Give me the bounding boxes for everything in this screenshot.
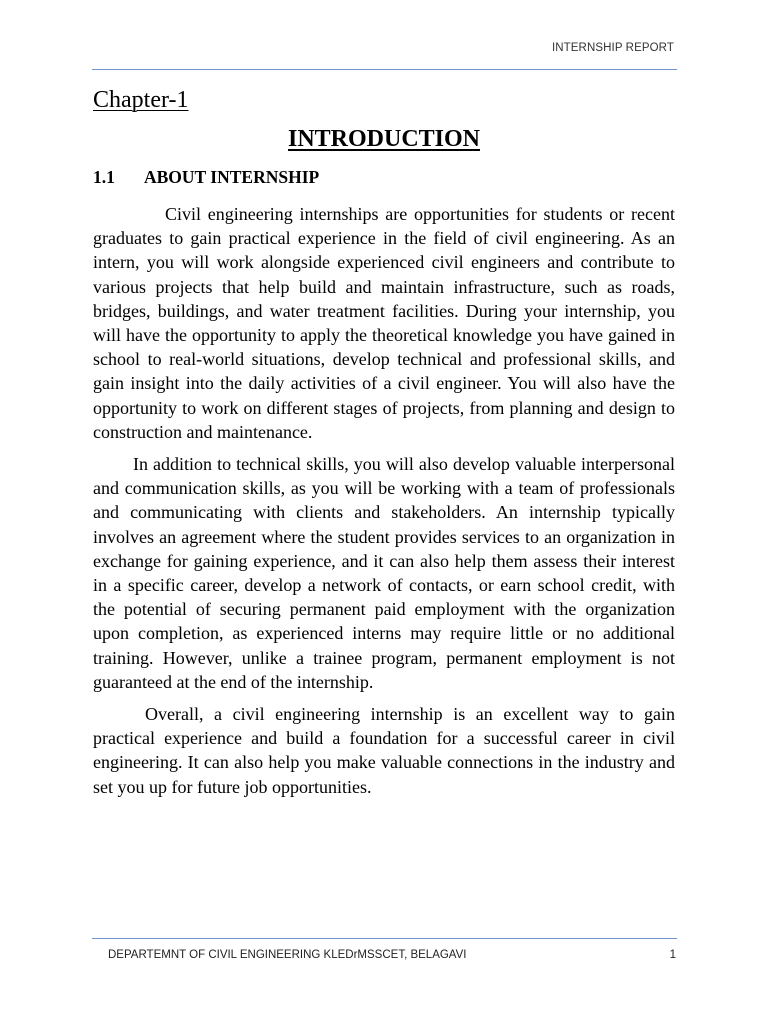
section-heading xyxy=(93,167,319,188)
footer-department: DEPARTEMNT OF CIVIL ENGINEERING KLEDrMSSCET, BELAGAVI xyxy=(108,949,467,961)
footer-divider xyxy=(92,938,677,939)
chapter-title xyxy=(0,126,768,153)
section-number: 1.1 xyxy=(93,167,115,187)
header-divider xyxy=(92,69,677,70)
section-title: ABOUT INTERNSHIP xyxy=(144,167,320,187)
body-text xyxy=(93,202,675,807)
paragraph-3: Overall, a civil engineering internship is an excellent way to gain practical experience and build a foundation for a successful career in civil engineering. It can also help you make valuable connections in the industry and set you up for future job opportunities. xyxy=(93,704,675,797)
running-header: INTERNSHIP REPORT xyxy=(551,42,674,54)
chapter-title-text: INTRODUCTION xyxy=(287,126,481,152)
chapter-label: Chapter-1 xyxy=(93,87,189,113)
page-number: 1 xyxy=(669,949,676,961)
paragraph-2: In addition to technical skills, you will also develop valuable interpersonal and communication skills, as you will be working with a team of professionals and communicating with clients and stakeholders. An internship typically involves an agreement where the student provides services to an organization in exchange for gaining experience, and it can also help them assess their interest in a specific career, develop a network of contacts, or earn school credit, with the potential of securing permanent paid employment with the organization upon completion, as experienced interns may require little or no additional training. However, unlike a trainee program, permanent employment is not guaranteed at the end of the internship. xyxy=(93,454,675,692)
paragraph-1: Civil engineering internships are opportunities for students or recent graduates to gain practical experience in the field of civil engineering. As an intern, you will work alongside experienced civil engineers and contribute to various projects that help build and maintain infrastructure, such as roads, bridges, buildings, and water treatment facilities. During your internship, you will have the opportunity to apply the theoretical knowledge you have gained in school to real-world situations, develop technical and professional skills, and gain insight into the daily activities of a civil engineer. You will also have the opportunity to work on different stages of projects, from planning and design to construction and maintenance. xyxy=(93,204,675,442)
